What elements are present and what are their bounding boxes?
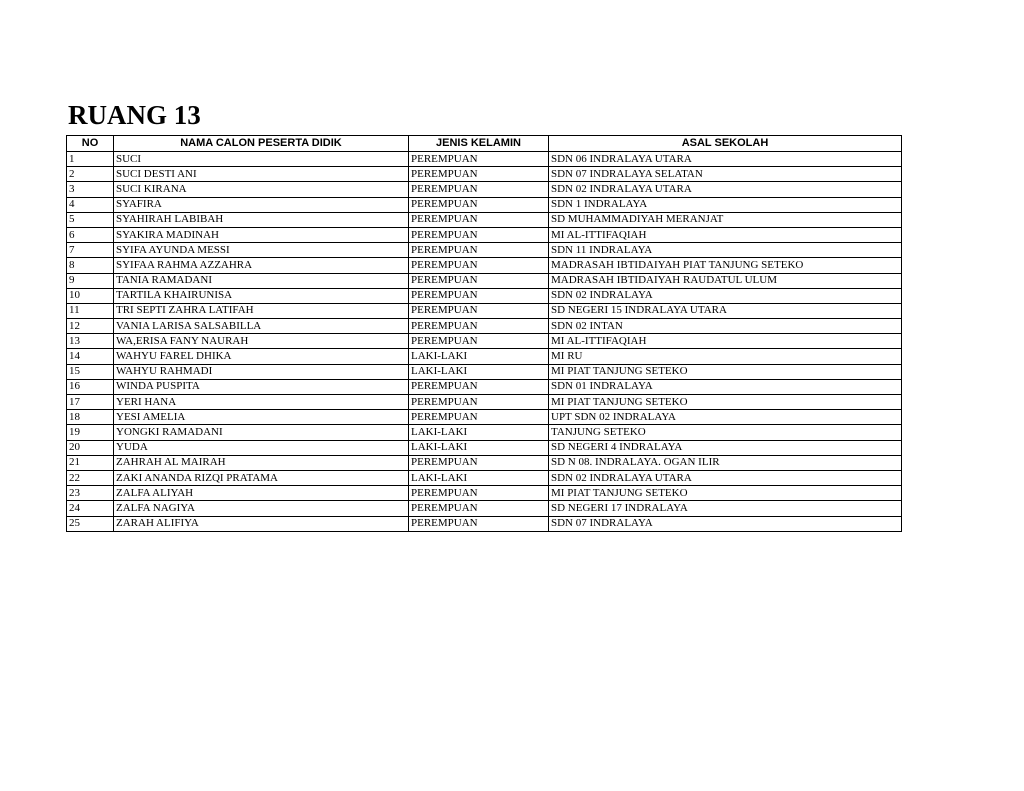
- cell-no: 4: [67, 197, 114, 212]
- cell-name: TRI SEPTI ZAHRA LATIFAH: [114, 303, 409, 318]
- cell-gender: PEREMPUAN: [409, 243, 549, 258]
- table-row: [67, 470, 902, 485]
- header-no: NO: [67, 136, 114, 152]
- table-row: [67, 455, 902, 470]
- header-name: NAMA CALON PESERTA DIDIK: [114, 136, 409, 152]
- cell-gender: PEREMPUAN: [409, 197, 549, 212]
- table-row: [67, 258, 902, 273]
- table-row: [67, 152, 902, 167]
- cell-name: ZALFA NAGIYA: [114, 501, 409, 516]
- cell-school: MI AL-ITTIFAQIAH: [549, 334, 902, 349]
- cell-no: 17: [67, 395, 114, 410]
- cell-no: 3: [67, 182, 114, 197]
- cell-no: 21: [67, 455, 114, 470]
- cell-no: 22: [67, 470, 114, 485]
- table-row: [67, 501, 902, 516]
- cell-name: YERI HANA: [114, 395, 409, 410]
- table-row: [67, 167, 902, 182]
- cell-gender: LAKI-LAKI: [409, 440, 549, 455]
- cell-name: ZARAH ALIFIYA: [114, 516, 409, 531]
- cell-gender: PEREMPUAN: [409, 486, 549, 501]
- student-roster-table: [66, 135, 902, 532]
- cell-gender: PEREMPUAN: [409, 288, 549, 303]
- cell-no: 24: [67, 501, 114, 516]
- cell-name: YUDA: [114, 440, 409, 455]
- header-gender: JENIS KELAMIN: [409, 136, 549, 152]
- cell-gender: PEREMPUAN: [409, 167, 549, 182]
- cell-name: ZALFA ALIYAH: [114, 486, 409, 501]
- cell-gender: PEREMPUAN: [409, 152, 549, 167]
- header-school: ASAL SEKOLAH: [549, 136, 902, 152]
- cell-name: WA,ERISA FANY NAURAH: [114, 334, 409, 349]
- cell-gender: PEREMPUAN: [409, 182, 549, 197]
- table-row: [67, 182, 902, 197]
- cell-no: 14: [67, 349, 114, 364]
- cell-no: 6: [67, 227, 114, 242]
- cell-name: WAHYU RAHMADI: [114, 364, 409, 379]
- cell-school: SDN 02 INDRALAYA: [549, 288, 902, 303]
- cell-school: SDN 07 INDRALAYA: [549, 516, 902, 531]
- cell-gender: LAKI-LAKI: [409, 470, 549, 485]
- cell-gender: PEREMPUAN: [409, 516, 549, 531]
- cell-name: SYAFIRA: [114, 197, 409, 212]
- cell-gender: PEREMPUAN: [409, 334, 549, 349]
- table-row: [67, 516, 902, 531]
- cell-gender: PEREMPUAN: [409, 258, 549, 273]
- cell-gender: LAKI-LAKI: [409, 364, 549, 379]
- cell-school: TANJUNG SETEKO: [549, 425, 902, 440]
- cell-name: ZAHRAH AL MAIRAH: [114, 455, 409, 470]
- cell-no: 5: [67, 212, 114, 227]
- cell-gender: PEREMPUAN: [409, 303, 549, 318]
- table-row: [67, 303, 902, 318]
- table-row: [67, 349, 902, 364]
- cell-name: SYIFAA RAHMA AZZAHRA: [114, 258, 409, 273]
- cell-no: 13: [67, 334, 114, 349]
- cell-gender: LAKI-LAKI: [409, 425, 549, 440]
- cell-school: MI RU: [549, 349, 902, 364]
- table-row: [67, 410, 902, 425]
- cell-no: 20: [67, 440, 114, 455]
- cell-school: MI PIAT TANJUNG SETEKO: [549, 364, 902, 379]
- cell-name: TANIA RAMADANI: [114, 273, 409, 288]
- cell-no: 11: [67, 303, 114, 318]
- table-row: [67, 273, 902, 288]
- cell-school: SD NEGERI 17 INDRALAYA: [549, 501, 902, 516]
- cell-gender: PEREMPUAN: [409, 379, 549, 394]
- cell-school: UPT SDN 02 INDRALAYA: [549, 410, 902, 425]
- cell-school: MADRASAH IBTIDAIYAH RAUDATUL ULUM: [549, 273, 902, 288]
- cell-no: 1: [67, 152, 114, 167]
- cell-name: SYAKIRA MADINAH: [114, 227, 409, 242]
- cell-no: 18: [67, 410, 114, 425]
- cell-school: SD N 08. INDRALAYA. OGAN ILIR: [549, 455, 902, 470]
- cell-school: SDN 06 INDRALAYA UTARA: [549, 152, 902, 167]
- cell-school: SDN 11 INDRALAYA: [549, 243, 902, 258]
- cell-no: 9: [67, 273, 114, 288]
- cell-no: 12: [67, 319, 114, 334]
- cell-no: 7: [67, 243, 114, 258]
- cell-name: SUCI KIRANA: [114, 182, 409, 197]
- table-row: [67, 425, 902, 440]
- cell-school: SDN 01 INDRALAYA: [549, 379, 902, 394]
- cell-no: 23: [67, 486, 114, 501]
- table-row: [67, 486, 902, 501]
- table-row: [67, 319, 902, 334]
- cell-name: TARTILA KHAIRUNISA: [114, 288, 409, 303]
- table-row: [67, 440, 902, 455]
- cell-gender: PEREMPUAN: [409, 455, 549, 470]
- cell-gender: PEREMPUAN: [409, 501, 549, 516]
- cell-no: 19: [67, 425, 114, 440]
- page-title: RUANG 13: [68, 100, 201, 130]
- cell-gender: PEREMPUAN: [409, 273, 549, 288]
- cell-school: SDN 1 INDRALAYA: [549, 197, 902, 212]
- cell-school: MI AL-ITTIFAQIAH: [549, 227, 902, 242]
- cell-no: 8: [67, 258, 114, 273]
- cell-name: SYAHIRAH LABIBAH: [114, 212, 409, 227]
- cell-name: SUCI: [114, 152, 409, 167]
- cell-school: MADRASAH IBTIDAIYAH PIAT TANJUNG SETEKO: [549, 258, 902, 273]
- cell-no: 10: [67, 288, 114, 303]
- table-body: [67, 152, 902, 532]
- cell-school: SD NEGERI 4 INDRALAYA: [549, 440, 902, 455]
- cell-no: 25: [67, 516, 114, 531]
- cell-school: SDN 02 INDRALAYA UTARA: [549, 182, 902, 197]
- table-row: [67, 212, 902, 227]
- cell-no: 16: [67, 379, 114, 394]
- cell-school: SDN 07 INDRALAYA SELATAN: [549, 167, 902, 182]
- cell-gender: LAKI-LAKI: [409, 349, 549, 364]
- cell-school: SD NEGERI 15 INDRALAYA UTARA: [549, 303, 902, 318]
- cell-gender: PEREMPUAN: [409, 319, 549, 334]
- table-row: [67, 379, 902, 394]
- cell-gender: PEREMPUAN: [409, 212, 549, 227]
- cell-name: YESI AMELIA: [114, 410, 409, 425]
- cell-school: MI PIAT TANJUNG SETEKO: [549, 486, 902, 501]
- table-row: [67, 197, 902, 212]
- cell-name: VANIA LARISA SALSABILLA: [114, 319, 409, 334]
- table-row: [67, 364, 902, 379]
- cell-gender: PEREMPUAN: [409, 227, 549, 242]
- cell-name: WAHYU FAREL DHIKA: [114, 349, 409, 364]
- cell-no: 2: [67, 167, 114, 182]
- cell-gender: PEREMPUAN: [409, 395, 549, 410]
- table-row: [67, 243, 902, 258]
- table-row: [67, 227, 902, 242]
- cell-name: ZAKI ANANDA RIZQI PRATAMA: [114, 470, 409, 485]
- cell-school: SDN 02 INDRALAYA UTARA: [549, 470, 902, 485]
- cell-gender: PEREMPUAN: [409, 410, 549, 425]
- cell-no: 15: [67, 364, 114, 379]
- table-row: [67, 395, 902, 410]
- cell-name: SUCI DESTI ANI: [114, 167, 409, 182]
- header-row: [67, 136, 902, 152]
- cell-name: WINDA PUSPITA: [114, 379, 409, 394]
- table-header: [67, 136, 902, 152]
- cell-name: SYIFA AYUNDA MESSI: [114, 243, 409, 258]
- cell-school: MI PIAT TANJUNG SETEKO: [549, 395, 902, 410]
- cell-school: SDN 02 INTAN: [549, 319, 902, 334]
- cell-school: SD MUHAMMADIYAH MERANJAT: [549, 212, 902, 227]
- table-row: [67, 288, 902, 303]
- table-row: [67, 334, 902, 349]
- cell-name: YONGKI RAMADANI: [114, 425, 409, 440]
